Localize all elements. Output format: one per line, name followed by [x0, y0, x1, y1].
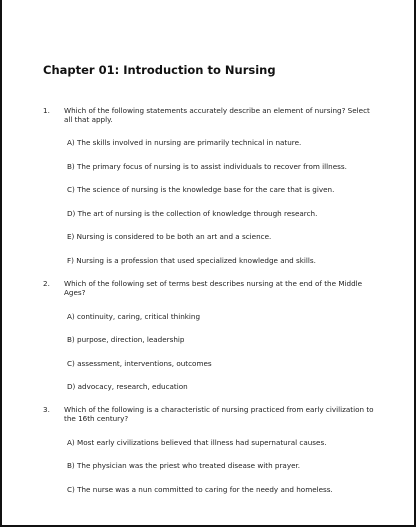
- question-3-option-a: A) Most early civilizations believed that illness had supernatural causes.: [67, 438, 327, 447]
- question-2-text: Which of the following set of terms best describes nursing at the end of the Middle Ages?: [64, 279, 363, 297]
- question-1-option-c: C) The science of nursing is the knowledge base for the care that is given.: [67, 185, 335, 194]
- question-1-option-b: B) The primary focus of nursing is to assist individuals to recover from illness.: [67, 162, 347, 171]
- question-1-number: 1.: [43, 106, 50, 115]
- question-2-option-a: A) continuity, caring, critical thinking: [67, 312, 201, 321]
- question-2-number: 2.: [43, 279, 50, 288]
- question-1-option-d: D) The art of nursing is the collection of knowledge through research.: [67, 209, 318, 218]
- question-2-option-c: C) assessment, interventions, outcomes: [67, 359, 212, 368]
- question-2-option-d: D) advocacy, research, education: [67, 382, 188, 391]
- question-1-option-f: F) Nursing is a profession that used specialized knowledge and skills.: [67, 256, 316, 265]
- question-2-option-b: B) purpose, direction, leadership: [67, 335, 185, 344]
- question-3-number: 3.: [43, 405, 50, 414]
- question-3-option-b: B) The physician was the priest who treated disease with prayer.: [67, 461, 301, 470]
- question-1-text: Which of the following statements accurately describe an element of nursing? Select all that apply.: [64, 106, 370, 124]
- question-3-text: Which of the following is a characteristic of nursing practiced from early civilization to the 16th century?: [64, 405, 374, 423]
- question-1-option-a: A) The skills involved in nursing are primarily technical in nature.: [67, 138, 302, 147]
- page-border-left: [0, 0, 2, 527]
- question-1-option-e: E) Nursing is considered to be both an art and a science.: [67, 232, 272, 241]
- chapter-title: Chapter 01: Introduction to Nursing: [43, 63, 276, 77]
- question-3-option-c: C) The nurse was a nun committed to caring for the needy and homeless.: [67, 485, 333, 494]
